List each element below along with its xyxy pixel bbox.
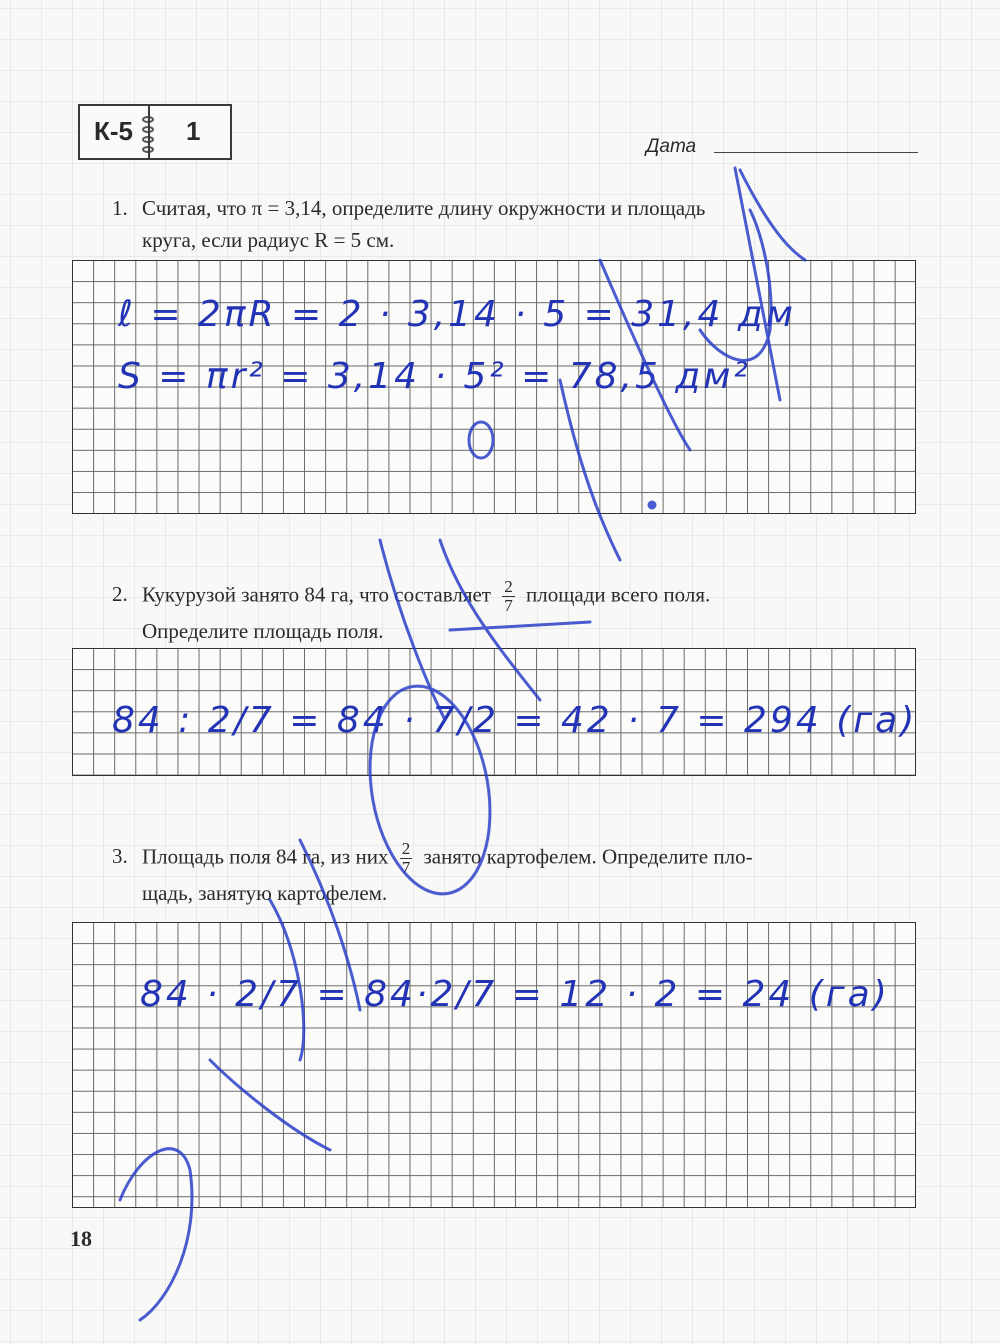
fraction (502, 578, 515, 615)
task-text (142, 578, 920, 647)
handwritten-answer: 84 · 2/7 = 84·2/7 = 12 · 2 = 24 (га) (140, 974, 890, 1015)
task-text-part: Площадь поля 84 га, из них (142, 844, 389, 869)
task-text (142, 192, 920, 256)
page-number: 18 (70, 1226, 92, 1251)
date-field-line (714, 152, 918, 153)
task-number: 2. (112, 582, 128, 606)
fraction (400, 840, 413, 877)
task-text-part: Кукурузой занято 84 га, что составляет (142, 582, 491, 607)
task-header-box (78, 104, 232, 160)
task-2 (112, 578, 920, 647)
fraction-numerator: 2 (401, 839, 411, 858)
task-text (142, 840, 920, 909)
task-text-line: Считая, что π = 3,14, определите длину окружности и площадь (142, 196, 706, 220)
handwritten-answer: ℓ = 2πR = 2 · 3,14 · 5 = 31,4 дм (118, 294, 796, 335)
task-text-line: Определите площадь поля. (142, 619, 384, 643)
task-text-part: площади всего поля. (525, 582, 711, 607)
header-divider (148, 106, 150, 158)
task-text-line (142, 840, 920, 877)
task-text-line (142, 578, 920, 615)
task-text-part: занято картофелем. Определите пло- (423, 844, 753, 869)
task-number: 1. (112, 196, 128, 220)
answer-grid-3 (72, 922, 916, 1208)
fraction-denominator: 7 (401, 858, 411, 877)
variant-number: 1 (186, 116, 201, 146)
handwritten-answer: 84 : 2/7 = 84 · 7/2 = 42 · 7 = 294 (га) (112, 700, 918, 741)
fraction-denominator: 7 (504, 596, 513, 615)
task-text-line: круга, если радиус R = 5 см. (142, 228, 395, 252)
task-text-line: щадь, занятую картофелем. (142, 881, 388, 905)
task-number: 3. (112, 844, 128, 868)
task-1 (112, 192, 920, 256)
date-label: Дата (646, 136, 697, 157)
work-code: К-5 (94, 116, 133, 146)
handwritten-answer: S = πr² = 3,14 · 5² = 78,5 дм² (118, 356, 751, 397)
task-3 (112, 840, 920, 909)
fraction-numerator: 2 (504, 577, 513, 596)
